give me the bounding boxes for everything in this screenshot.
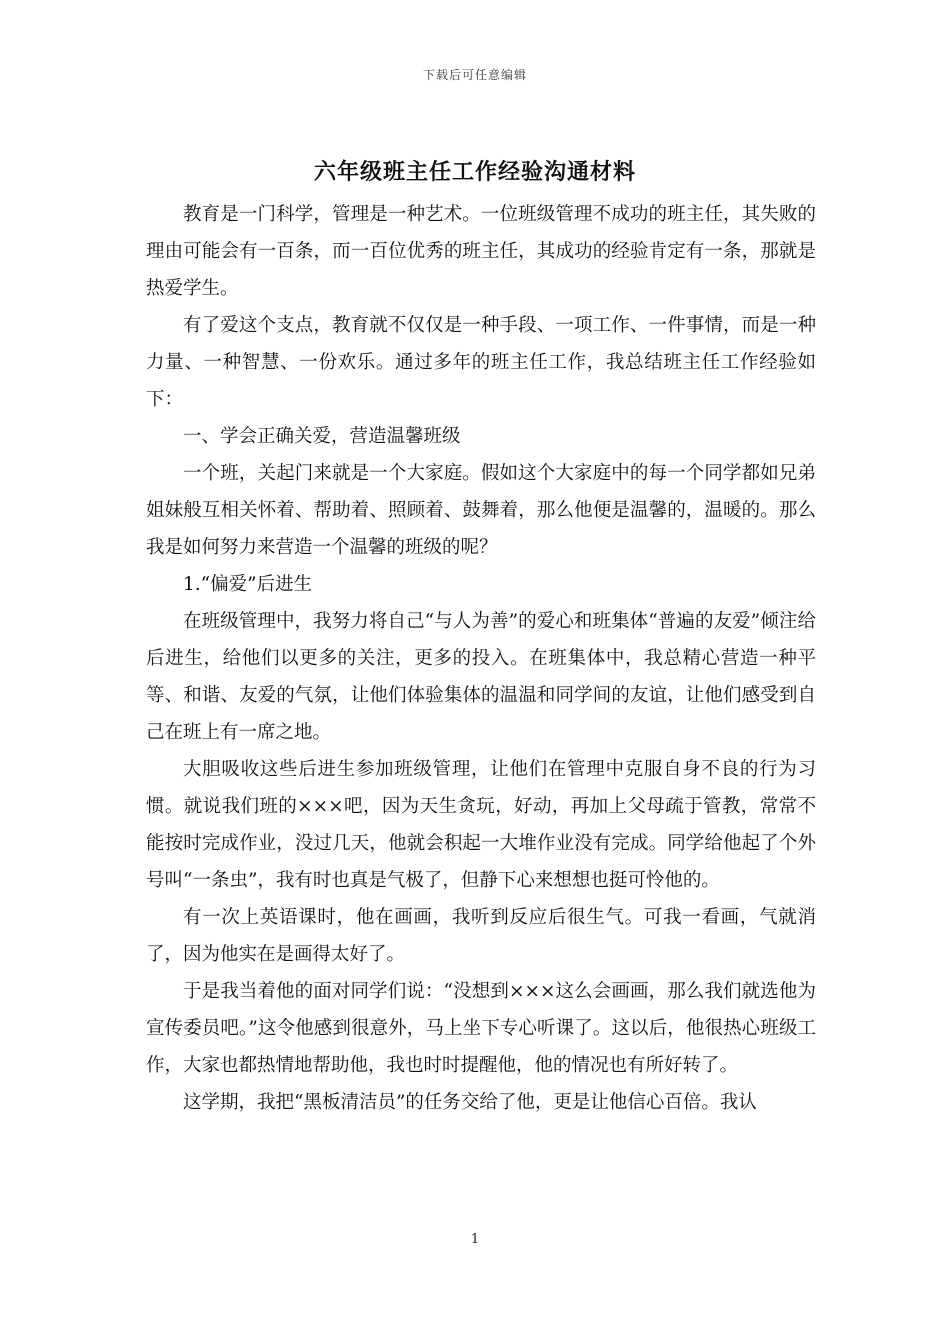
- paragraph-love-fulcrum: 有了爱这个支点，教育就不仅仅是一种手段、一项工作、一件事情，而是一种力量、一种智慧、一份欢乐。通过多年的班主任工作，我总结班主任工作经验如下：: [146, 315, 816, 410]
- paragraph-absorb-students: 大胆吸收这些后进生参加班级管理，让他们在管理中克服自身不良的行为习惯。就说我们班的×××吧，因为天生贪玩，好动，再加上父母疏于管教，常常不能按时完成作业，没过几天，他就会积起一大堆作业没有完成。同学给他起了个外号叫“一条虫”，我有时也真是气极了，但静下心来想想也挺可怜他的。: [146, 759, 816, 891]
- paragraph-intro: 教育是一门科学，管理是一种艺术。一位班级管理不成功的班主任，其失败的理由可能会有一百条，而一百位优秀的班主任，其成功的经验肯定有一条，那就是热爱学生。: [146, 204, 816, 299]
- section-heading-1: 一、学会正确关爱，营造温馨班级: [183, 426, 461, 447]
- paragraph-class-management: 在班级管理中，我努力将自己“与人为善”的爱心和班集体“普遍的友爱”倾注给后进生，给他们以更多的关注，更多的投入。在班集体中，我总精心营造一种平等、和谐、友爱的气氛，让他们体验集体的温温和同学间的友谊，让他们感受到自己在班上有一席之地。: [146, 611, 816, 743]
- paragraph-publicity-member: 于是我当着他的面对同学们说：“没想到×××这么会画画，那么我们就选他为宣传委员吧。”这令他感到很意外，马上坐下专心听课了。这以后，他很热心班级工作，大家也都热情地帮助他，我也时时提醒他，他的情况也有所好转了。: [146, 981, 816, 1076]
- page-number: 1: [470, 1232, 480, 1247]
- document-title: 六年级班主任工作经验沟通材料: [313, 159, 636, 185]
- page-header-note: 下载后可任意编辑: [422, 68, 527, 82]
- paragraph-class-family: 一个班，关起门来就是一个大家庭。假如这个大家庭中的每一个同学都如兄弟姐妹般互相关怀着、帮助着、照顾着、鼓舞着，那么他便是温馨的，温暖的。那么我是如何努力来营造一个温馨的班级的呢？: [146, 463, 816, 558]
- paragraph-blackboard-cleaner: 这学期，我把“黑板清洁员”的任务交给了他，更是让他信心百倍。我认: [183, 1092, 757, 1113]
- paragraph-english-class: 有一次上英语课时，他在画画，我听到反应后很生气。可我一看画，气就消了，因为他实在是画得太好了。: [146, 907, 816, 965]
- subsection-heading-1: 1.“偏爱”后进生: [183, 574, 313, 595]
- document-body: [146, 196, 816, 1121]
